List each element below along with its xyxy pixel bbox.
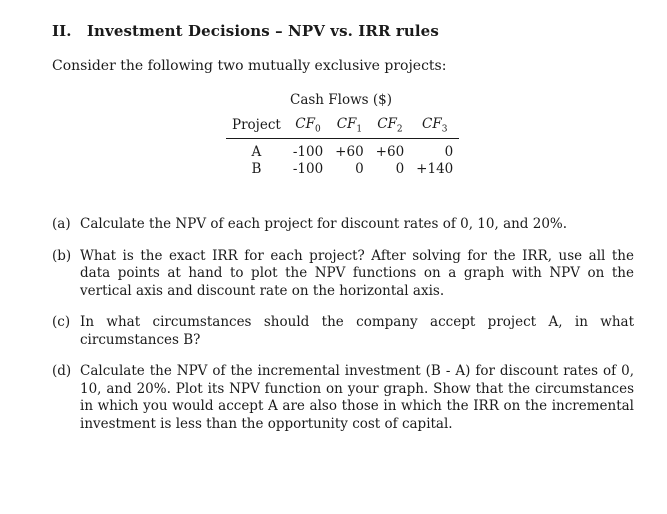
- table-cell: A: [251, 143, 262, 160]
- table-cell: +60: [375, 143, 405, 160]
- column-header: $CF_0$: [287, 114, 329, 138]
- question-label: (d): [52, 363, 72, 379]
- column-header: $CF_1$: [329, 114, 370, 138]
- question-text: Calculate the NPV of each project for discount rates of 0, 10, and 20%.: [80, 216, 568, 232]
- table-row: [226, 138, 459, 161]
- table-cell: -100: [292, 160, 324, 177]
- table-cell: B: [251, 160, 262, 177]
- question-item: [52, 363, 634, 433]
- column-header: $CF_3$: [410, 114, 459, 138]
- section-heading: [52, 22, 439, 40]
- question-text: What is the exact IRR for each project? After solving for the IRR, use all the data points at hand to plot the NPV functions on a graph with NPV on the vertical axis and discount rate on the horizontal axis.: [80, 247, 634, 299]
- table-cell: 0: [395, 160, 405, 177]
- question-label: (c): [52, 314, 71, 330]
- table-row: [226, 161, 459, 178]
- question-text: In what circumstances should the company accept project A, in what circumstances B?: [80, 314, 634, 348]
- cash-flows-table: [226, 114, 459, 178]
- table-cell: -100: [292, 143, 324, 160]
- column-header: Project: [226, 114, 287, 138]
- table-cell: +140: [416, 160, 454, 177]
- cash-flows-title: Cash Flows ($): [290, 92, 393, 108]
- question-label: (b): [52, 247, 72, 264]
- intro-text: Consider the following two mutually exclusive projects:: [52, 58, 447, 74]
- question-text: Calculate the NPV of the incremental investment (B - A) for discount rates of 0, 10, and 20%. Plot its NPV function on your graph. Show that the circumstances in which you would accept A are also those in which the IRR on the incremental investment is less than the opportunity cost of capital.: [80, 363, 634, 432]
- table-cell: 0: [444, 143, 454, 160]
- table-cell: +60: [335, 143, 364, 160]
- table-cell: 0: [355, 160, 364, 177]
- question-list: [52, 216, 634, 447]
- section-number: II.: [52, 22, 72, 40]
- question-item: [52, 314, 634, 349]
- question-item: [52, 248, 634, 301]
- question-label: (a): [52, 216, 71, 232]
- column-header: $CF_2$: [370, 114, 411, 138]
- section-title: Investment Decisions – NPV vs. IRR rules: [86, 22, 439, 40]
- table-header-row: [226, 114, 459, 138]
- question-item: [52, 216, 634, 234]
